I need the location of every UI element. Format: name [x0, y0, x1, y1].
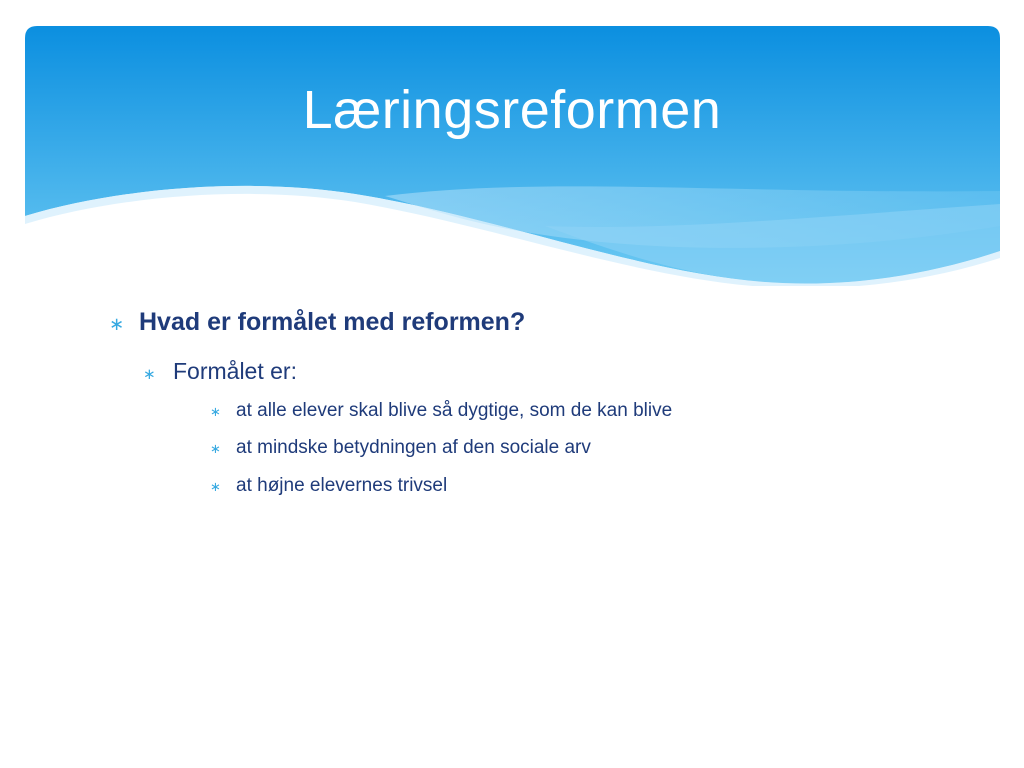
list-item-text: at mindske betydningen af den sociale arv	[236, 437, 591, 458]
bullet-level3-item	[210, 437, 591, 459]
bullet-level2	[143, 358, 297, 385]
bullet-icon: ∗	[143, 366, 156, 383]
list-item-text: at højne elevernes trivsel	[236, 475, 448, 496]
bullet-icon: ∗	[109, 314, 125, 334]
bullet-icon: ∗	[210, 479, 221, 494]
bullet-level3-item	[210, 400, 672, 422]
slide-title: Læringsreformen	[302, 80, 722, 140]
bullet-icon: ∗	[210, 404, 221, 419]
bullet-level1	[109, 308, 525, 337]
bullet-icon: ∗	[210, 441, 221, 456]
subheading-text: Formålet er:	[173, 358, 297, 384]
question-text: Hvad er formålet med reformen?	[139, 308, 526, 336]
bullet-level3-item	[210, 475, 447, 497]
list-item-text: at alle elever skal blive så dygtige, som de kan blive	[236, 400, 673, 421]
